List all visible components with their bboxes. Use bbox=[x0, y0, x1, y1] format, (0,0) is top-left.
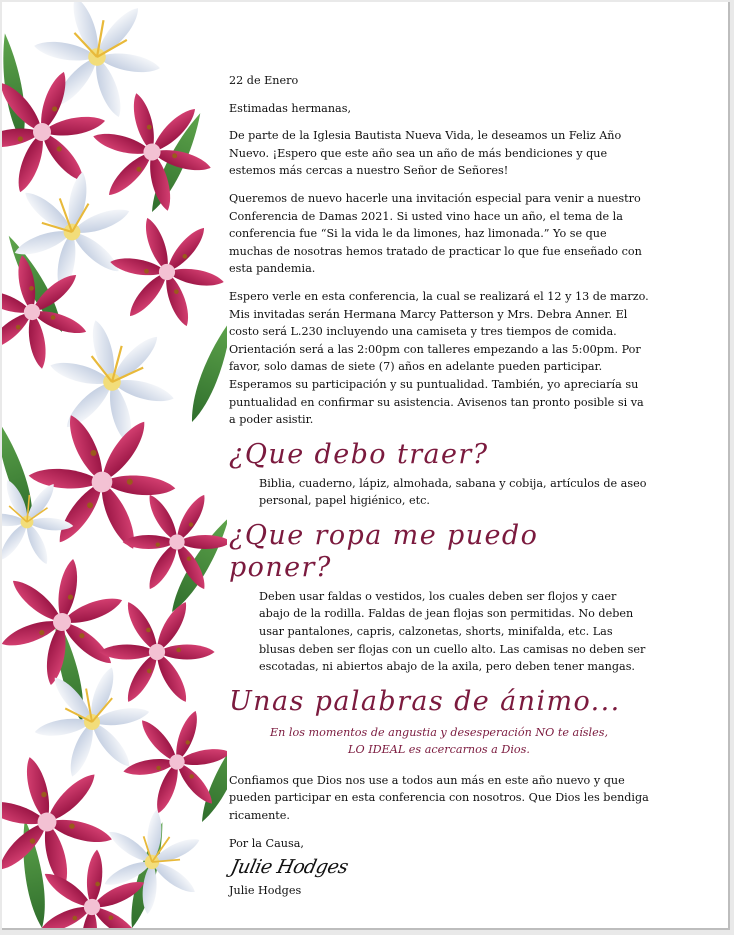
encouragement-quote bbox=[229, 724, 649, 758]
paragraph-new-year: De parte de la Iglesia Bautista Nueva Vida, le deseamos un Feliz Año Nuevo. ¡Espero que este año sea un año de más bendiciones y que estemos más cercas a nuestro Señor de Señores! bbox=[229, 129, 622, 178]
letter-date: 22 de Enero bbox=[229, 74, 299, 87]
letter-greeting: Estimadas hermanas, bbox=[229, 101, 352, 115]
letter-page bbox=[2, 2, 730, 930]
lily-border-illustration bbox=[2, 2, 227, 928]
heading-encouragement: Unas palabras de ánimo... bbox=[229, 685, 621, 717]
heading-what-to-wear: ¿Que ropa me puedo poner? bbox=[229, 519, 539, 583]
heading-what-to-bring: ¿Que debo traer? bbox=[229, 438, 489, 470]
paragraph-invitation: Queremos de nuevo hacerle una invitación especial para venir a nuestro Conferencia de Damas 2021. Si usted vino hace un año, el tema de la conferencia fue “Si la vida le da limones, haz limonada.” Yo se que muchas de nosotras hemos tratado de practicar lo que fue enseñado con esta pandemia. bbox=[229, 191, 642, 276]
sign-off: Por la Causa, bbox=[229, 836, 304, 850]
handwritten-signature: Julie Hodges bbox=[228, 856, 350, 879]
body-what-to-bring: Biblia, cuaderno, lápiz, almohada, sabana y cobija, artículos de aseo personal, papel higiénico, etc. bbox=[259, 476, 647, 508]
quote-line-1: En los momentos de angustia y desesperación NO te aísles, bbox=[269, 725, 609, 739]
letter-body bbox=[229, 72, 649, 900]
paragraph-details: Espero verle en esta conferencia, la cual se realizará el 12 y 13 de marzo. Mis invitadas serán Hermana Marcy Patterson y Mrs. Debra Anner. El costo será L.230 incluyendo una camiseta y tres tiempos de comida. Orientación será a las 2:00pm con talleres empezando a las 5:00pm. Por favor, solo damas de siete (7) años en adelante pueden participar. Esperamos su participación y su puntualidad. También, yo apreciaría su puntualidad en confirmar su asistencia. Avisenos tan pronto posible si va a poder asistir. bbox=[229, 289, 649, 427]
body-what-to-wear: Deben usar faldas o vestidos, los cuales deben ser flojos y caer abajo de la rodilla. Faldas de jean flojas son permitidas. No deben usar pantalones, capris, calzonetas, shorts, minifalda, etc. Las blusas deben ser flojas con un cuello alto. Las camisas no deben ser escotadas, ni abiertos abajo de la axila, pero deben tener mangas. bbox=[259, 589, 646, 674]
signer-name: Julie Hodges bbox=[229, 884, 302, 898]
closing-paragraph: Confiamos que Dios nos use a todos aun más en este año nuevo y que pueden participar en esta conferencia con nosotros. Que Dios les bendiga ricamente. bbox=[229, 773, 649, 823]
quote-line-2: LO IDEAL es acercarnos a Dios. bbox=[348, 742, 530, 756]
